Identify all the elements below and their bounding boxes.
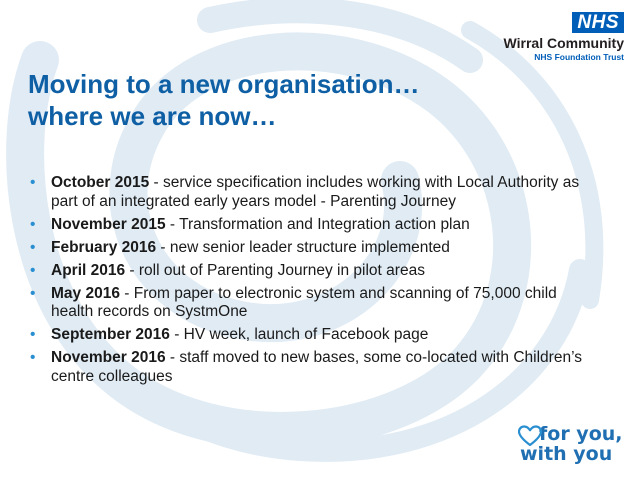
timeline-date: September 2016 — [51, 326, 170, 343]
timeline-text: - service specification includes working with Local Authority as part of an integrated early years model - Parenting Journey — [51, 174, 580, 210]
timeline-bullet-list — [30, 174, 600, 391]
tagline-line1: for you, — [539, 423, 623, 445]
for-you-with-you-logo — [518, 424, 623, 464]
timeline-text: - new senior leader structure implemented — [156, 238, 450, 256]
bullet-icon: • — [30, 215, 36, 233]
timeline-text: - Transformation and Integration action plan — [165, 215, 470, 233]
timeline-date: February 2016 — [51, 238, 157, 256]
timeline-item — [30, 174, 600, 211]
slide-title-line2: where we are now… — [28, 101, 277, 131]
timeline-item — [30, 285, 600, 322]
bullet-icon: • — [30, 174, 36, 191]
timeline-item — [30, 216, 600, 235]
timeline-text: - HV week, launch of Facebook page — [169, 326, 429, 343]
timeline-item — [30, 326, 600, 345]
timeline-text: - From paper to electronic system and scanning of 75,000 child health records on SystmOne — [51, 284, 557, 320]
timeline-item — [30, 349, 600, 386]
bullet-icon: • — [30, 261, 36, 279]
nhs-logo-box: NHS — [572, 12, 624, 33]
tagline-line2: with you — [520, 443, 613, 465]
slide-title-line1: Moving to a new organisation… — [28, 69, 420, 99]
heart-outline-icon — [518, 425, 542, 447]
trust-name: Wirral Community — [503, 35, 624, 51]
timeline-item — [30, 239, 600, 258]
timeline-item — [30, 262, 600, 281]
timeline-text: - staff moved to new bases, some co-located with Children’s centre colleagues — [51, 349, 582, 385]
slide-title — [28, 68, 419, 132]
nhs-trust-logo — [504, 12, 624, 62]
timeline-date: November 2016 — [51, 349, 166, 366]
bullet-icon: • — [30, 238, 36, 256]
bullet-icon: • — [30, 349, 36, 366]
timeline-date: April 2016 — [51, 261, 126, 279]
bullet-icon: • — [30, 326, 36, 343]
bullet-icon: • — [30, 284, 36, 302]
timeline-text: - roll out of Parenting Journey in pilot areas — [125, 261, 425, 279]
trust-subtitle: NHS Foundation Trust — [534, 52, 624, 62]
timeline-date: October 2015 — [51, 174, 150, 191]
timeline-date: November 2015 — [51, 215, 166, 233]
timeline-date: May 2016 — [51, 284, 120, 302]
